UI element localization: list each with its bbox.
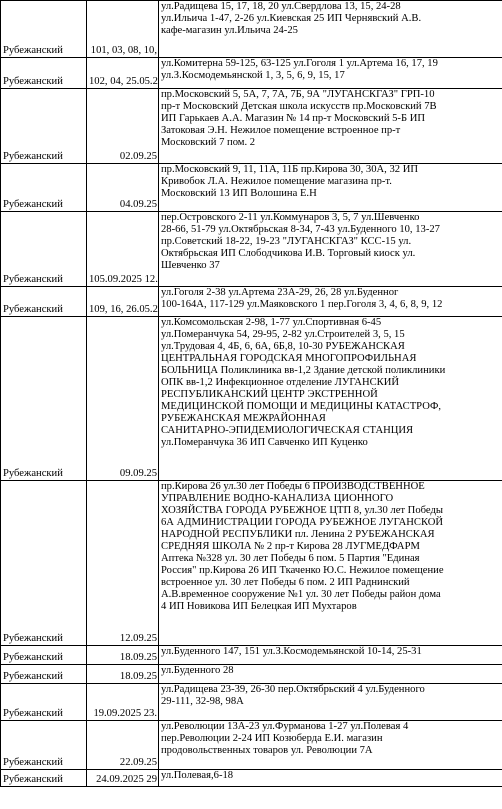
table-row <box>1 164 502 212</box>
table-row <box>1 646 502 665</box>
address-cell: ул.Радищева 15, 17, 18, 20 ул.Свердлова 13, 15, 24-28 ул.Ильича 1-47, 2-26 ул.Киевская 25 ИП Чернявский А.В. кафе-магазин ул.Ильича 24-25 <box>159 1 502 58</box>
address-cell: пр.Кирова 26 ул.30 лет Победы 6 ПРОИЗВОДСТВЕННОЕ УПРАВЛЕНИЕ ВОДНО-КАНАЛИЗА ЦИОННОГО ХОЗЯЙСТВА ГОРОДА РУБЕЖНОЕ ЦТП 8, ул.30 лет Победы 6А АДМИНИСТРАЦИИ ГОРОДА РУБЕЖНОЕ ЛУГАНСКОЙ НАРОДНОЙ РЕСПУБЛИКИ пл. Ленина 2 РУБЕЖАНСКАЯ СРЕДНЯЯ ШКОЛА № 2 пр-т Кирова 28 ЛУГМЕДФАРМ Аптека №328 ул. 30 лет Победы 6 пом. 5 Партия "Единая Россия" пр.Кирова 26 ИП Ткаченко Ю.С. Нежилое помещение встроенное ул. 30 лет Победы 6 пом. 2 ИП Раднинский А.В.временное сооружение №1 ул. 30 лет Победы район дома 4 ИП Новикова ИП Белецкая ИП Мухтаров <box>159 481 502 646</box>
district-cell: Рубежанский <box>1 89 87 164</box>
table-row <box>1 481 502 646</box>
district-cell: Рубежанский <box>1 646 87 665</box>
table-row <box>1 665 502 684</box>
district-cell: Рубежанский <box>1 481 87 646</box>
address-cell: ул.Комсомольская 2-98, 1-77 ул.Спортивная 6-45 ул.Померанчука 54, 29-95, 2-82 ул.Строителей 3, 5, 15 ул.Трудовая 4, 4Б, 6, 6А, 6Б,8, 10-30 РУБЕЖАНСКАЯ ЦЕНТРАЛЬНАЯ ГОРОДСКАЯ МНОГОПРОФИЛЬНАЯ БОЛЬНИЦА Поликлиника вв-1,2 Здание детской поликлиники ОПК вв-1,2 Инфекционное отделение ЛУГАНСКИЙ РЕСПУБЛИКАНСКИЙ ЦЕНТР ЭКСТРЕННОЙ МЕДИЦИНСКОЙ ПОМОЩИ И МЕДИЦИНЫ КАТАСТРОФ, РУБЕЖАНСКАЯ МЕЖРАЙОННАЯ САНИТАРНО-ЭПИДЕМИОЛОГИЧЕСКАЯ СТАНЦИЯ ул.Померанчука 36 ИП Савченко ИП Куценко <box>159 317 502 481</box>
table-row <box>1 1 502 58</box>
district-cell: Рубежанский <box>1 665 87 684</box>
table-row <box>1 212 502 287</box>
address-cell: ул.Революции 13А-23 ул.Фурманова 1-27 ул.Полевая 4 пер.Революции 2-24 ИП Козюберда Е.И. магазин продовольственных товаров ул. Революции 7А <box>159 721 502 770</box>
dates-cell: 09.09.25 <box>87 317 159 481</box>
address-cell: ул.Комитерна 59-125, 63-125 ул.Гоголя 1 ул.Артема 16, 17, 19 ул.З.Космодемьянской 1, 3, 5, 6, 9, 15, 17 <box>159 58 502 89</box>
address-cell: пер.Островского 2-11 ул.Коммунаров 3, 5, 7 ул.Шевченко 28-66, 51-79 ул.Октябрьская 8-34, 7-43 ул.Буденного 10, 13-27 пр.Советский 18-22, 19-23 "ЛУГАНСКГАЗ" КСС-15 ул. Октябрьская ИП Слободчикова И.В. Торговый киоск ул. Шевченко 37 <box>159 212 502 287</box>
table-row <box>1 721 502 770</box>
dates-cell: 19.09.2025 23. <box>87 684 159 721</box>
dates-cell: 02.09.25 <box>87 89 159 164</box>
address-cell: ул.Полевая,6-18 <box>159 770 502 787</box>
dates-cell: 109, 16, 26.05.2 <box>87 287 159 317</box>
table-row <box>1 58 502 89</box>
address-cell: ул.Буденного 28 <box>159 665 502 684</box>
district-cell: Рубежанский <box>1 212 87 287</box>
table-row <box>1 317 502 481</box>
address-cell: пр.Московский 5, 5А, 7, 7А, 7Б, 9А "ЛУГАНСКГАЗ" ГРП-10 пр-т Московский Детская школа искусств пр.Московский 7В ИП Гарькаев А.А. Магазин № 14 пр-т Московский 5-Б ИП Затоковая Э.Н. Нежилое помещение встроенное пр-т Московский 7 пом. 2 <box>159 89 502 164</box>
dates-cell: 101, 03, 08, 10, <box>87 1 159 58</box>
table-row <box>1 89 502 164</box>
dates-cell: 105.09.2025 12. <box>87 212 159 287</box>
district-cell: Рубежанский <box>1 287 87 317</box>
district-cell: Рубежанский <box>1 1 87 58</box>
dates-cell: 18.09.25 <box>87 646 159 665</box>
district-cell: Рубежанский <box>1 58 87 89</box>
dates-cell: 18.09.25 <box>87 665 159 684</box>
address-cell: пр.Московский 9, 11, 11А, 11Б пр.Кирова 30, 30А, 32 ИП Кривобок Л.А. Нежилое помещение магазина пр-т. Московский 13 ИП Волошина Е.Н <box>159 164 502 212</box>
district-cell: Рубежанский <box>1 164 87 212</box>
address-cell: ул.Радищева 23-39, 26-30 пер.Октябрьский 4 ул.Буденного 29-111, 32-98, 98А <box>159 684 502 721</box>
address-cell: ул.Буденного 147, 151 ул.З.Космодемьянской 10-14, 25-31 <box>159 646 502 665</box>
address-cell: ул.Гоголя 2-38 ул.Артема 23А-29, 26, 28 ул.Буденног 100-164А, 117-129 ул.Маяковского 1 пер.Гоголя 3, 4, 6, 8, 9, 12 <box>159 287 502 317</box>
district-cell: Рубежанский <box>1 684 87 721</box>
dates-cell: 12.09.25 <box>87 481 159 646</box>
table-row <box>1 684 502 721</box>
dates-cell: 24.09.2025 29 <box>87 770 159 787</box>
district-cell: Рубежанский <box>1 721 87 770</box>
district-cell: Рубежанский <box>1 770 87 787</box>
table-row <box>1 770 502 787</box>
district-cell: Рубежанский <box>1 317 87 481</box>
dates-cell: 22.09.25 <box>87 721 159 770</box>
dates-cell: 04.09.25 <box>87 164 159 212</box>
table-row <box>1 287 502 317</box>
dates-cell: 102, 04, 25.05.2 <box>87 58 159 89</box>
